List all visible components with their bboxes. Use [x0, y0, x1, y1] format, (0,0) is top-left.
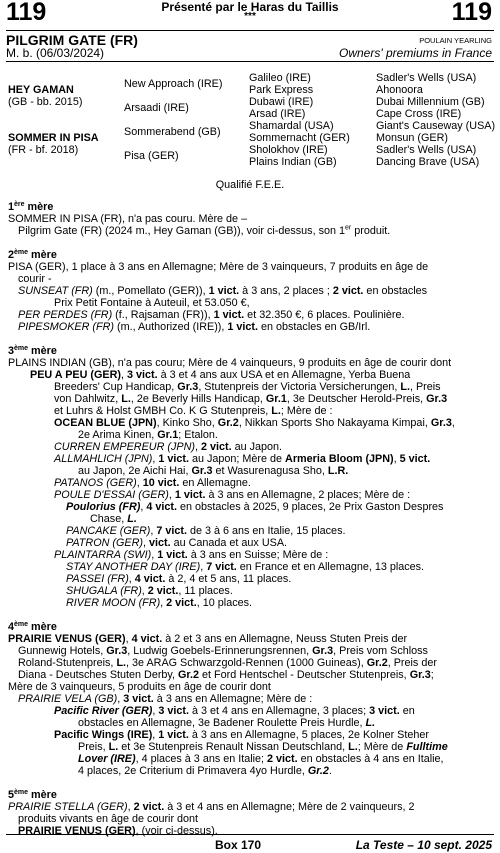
m3-line: STAY ANOTHER DAY (IRE), 7 vict. en France et en Allemagne, 13 places. — [66, 561, 425, 573]
pedigree-gen3-6: Sommernacht (GER) — [249, 132, 350, 144]
m2-line: Prix Petit Fontaine à Auteuil, et 53.050 €, — [54, 297, 250, 309]
m3-line: PANCAKE (GER), 7 vict. de 3 à 6 ans en Italie, 15 places. — [66, 525, 346, 537]
m3-line: OCEAN BLUE (JPN), Kinko Sho, Gr.2, Nikkan Sports Sho Nakayama Kimpai, Gr.3, — [54, 417, 455, 429]
section-5-heading: 5ème mère — [8, 789, 57, 801]
m4-line: Mère de 3 vainqueurs, 5 produits en âge de courir dont — [8, 681, 271, 693]
m2-line: PISA (GER), 1 place à 3 ans en Allemagne; Mère de 3 vainqueurs, 7 produits en âge de — [8, 261, 429, 273]
m3-line: au Japon, 2e Aichi Hai, Gr.3 et Wasurenagusa Sho, L.R. — [78, 465, 349, 477]
m4-line: obstacles en Allemagne, 3e Badener Roulette Preis Hurdle, L. — [78, 717, 376, 729]
m3-line: PEU A PEU (GER), 3 vict. à 3 et 4 ans aux USA et en Allemagne, Yerba Buena — [30, 369, 411, 381]
m3-line: PLAINS INDIAN (GB), n'a pas couru; Mère de 4 vainqueurs, 9 produits en âge de courir dont — [8, 357, 452, 369]
m3-line: von Dahlwitz, L., 2e Beverly Hills Handicap, Gr.1, 3e Deutscher Herold-Preis, Gr.3 — [54, 393, 448, 405]
pedigree-gen2-2: Arsaadi (IRE) — [124, 102, 189, 114]
m3-line: Chase, L. — [90, 513, 137, 525]
section-4-heading: 4ème mère — [8, 621, 57, 633]
pedigree-gen2-3: Sommerabend (GB) — [124, 126, 221, 138]
pedigree-gen3-1: Galileo (IRE) — [249, 72, 311, 84]
m3-line: 2e Arima Kinen, Gr.1; Etalon. — [78, 429, 218, 441]
m3-line: ALLMAHLICH (JPN), 1 vict. au Japon; Mère de Armeria Bloom (JPN), 5 vict. — [54, 453, 431, 465]
family-text — [8, 201, 494, 837]
pedigree-gen4-6: Monsun (GER) — [376, 132, 448, 144]
pedigree-gen3-3: Dubawi (IRE) — [249, 96, 314, 108]
m3-line: PASSEI (FR), 4 vict. à 2, 4 et 5 ans, 11 places. — [66, 573, 292, 585]
m2-line: courir - — [18, 273, 52, 285]
pedigree-gen3-4: Arsad (IRE) — [249, 108, 306, 120]
m1-line: Pilgrim Gate (FR) (2024 m., Hey Gaman (GB)), voir ci-dessus, son 1er produit. — [18, 224, 391, 237]
m3-line: et Luhrs & Holst GMBH Co. K G Stutenpreis, L.; Mère de : — [54, 405, 333, 417]
sire-detail: (GB - bb. 2015) — [8, 96, 83, 108]
pedigree-gen4-2: Ahonoora — [376, 84, 423, 96]
m3-line: SHUGALA (FR), 2 vict., 11 places. — [66, 585, 233, 597]
m3-line: PATRON (GER), vict. au Canada et aux USA. — [66, 537, 288, 549]
qualification: Qualifié F.E.E. — [215, 179, 285, 191]
header-bottom-rule — [6, 61, 494, 62]
pedigree-gen2-4: Pisa (GER) — [124, 150, 179, 162]
m3-line: Poulorius (FR), 4 vict. en obstacles à 2025, 9 places, 2e Prix Gaston Despres — [66, 501, 444, 513]
pedigree-gen4-3: Dubai Millennium (GB) — [376, 96, 485, 108]
m2-line: PER PERDES (FR) (f., Rajsaman (FR)), 1 vict. et 32.350 €, 6 places. Poulinière. — [18, 309, 405, 321]
box-number: Box 170 — [215, 838, 262, 852]
m4-line: Pacific River (GER), 3 vict. à 3 et 4 ans en Allemagne, 3 places; 3 vict. en — [54, 705, 415, 717]
pedigree-gen3-2: Park Express — [249, 84, 314, 96]
lot-number-right: 119 — [451, 0, 492, 26]
m4-line: Gunnewig Hotels, Gr.3, Ludwig Goebels-Erinnerungsrennen, Gr.3, Preis vom Schloss — [18, 645, 428, 657]
m3-line: PLAINTARRA (SWI), 1 vict. à 3 ans en Suisse; Mère de : — [54, 549, 329, 561]
horse-description: M. b. (06/03/2024) — [6, 46, 105, 60]
m5-line: PRAIRIE VENUS (GER), (voir ci-dessus). — [18, 825, 218, 837]
m3-line: PATANOS (GER), 10 vict. en Allemagne. — [54, 477, 251, 489]
stars: *** — [244, 11, 256, 22]
pedigree-gen3-5: Shamardal (USA) — [249, 120, 334, 132]
m4-line: PRAIRIE VENUS (GER), 4 vict. à 2 et 3 ans en Allemagne, Neuss Stuten Preis der — [8, 633, 408, 645]
m3-line: RIVER MOON (FR), 2 vict., 10 places. — [66, 597, 252, 609]
m4-line: 4 places, 2e Criterium di Primavera 4yo Hurdle, Gr.2. — [78, 765, 332, 777]
pedigree-gen4-7: Sadler's Wells (USA) — [376, 144, 477, 156]
owners-premiums-note: Owners' premiums in France — [339, 46, 492, 60]
sire-name: HEY GAMAN — [8, 84, 74, 96]
dam-detail: (FR - bf. 2018) — [8, 144, 79, 156]
sale-place-date: La Teste – 10 sept. 2025 — [355, 838, 492, 852]
m1-line: SOMMER IN PISA (FR), n'a pas couru. Mère de – — [8, 213, 248, 225]
m3-line: CURREN EMPEREUR (JPN), 2 vict. au Japon. — [54, 441, 283, 453]
m4-line: Pacific Wings (IRE), 1 vict. à 3 ans en Allemagne, 5 places, 2e Kolner Steher — [54, 729, 429, 741]
m5-line: produits vivants en âge de courir dont — [18, 813, 199, 825]
footer-rule — [6, 834, 494, 835]
pedigree-gen4-8: Dancing Brave (USA) — [376, 156, 480, 168]
pedigree-gen3-8: Plains Indian (GB) — [249, 156, 337, 168]
lot-number: 119 — [6, 0, 47, 26]
presented-by: Présenté par le Haras du Taillis — [161, 0, 339, 14]
m3-line: Breeders' Cup Handicap, Gr.3, Stutenpreis der Victoria Versicherungen, L., Preis — [54, 381, 441, 393]
pedigree-gen4-4: Cape Cross (IRE) — [376, 108, 462, 120]
horse-category: POULAIN YEARLING — [419, 36, 492, 45]
m4-line: Roland-Stutenpreis, L., 3e ARAG Schwarzgold-Rennen (1000 Guineas), Gr.2, Preis der — [18, 657, 437, 669]
pedigree-gen3-7: Sholokhov (IRE) — [249, 144, 328, 156]
pedigree-gen4-5: Giant's Causeway (USA) — [376, 120, 496, 132]
m3-line: POULE D'ESSAI (GER), 1 vict. à 3 ans en Allemagne, 2 places; Mère de : — [54, 489, 411, 501]
horse-name: PILGRIM GATE (FR) — [6, 32, 138, 48]
m4-line: Lover (IRE), 4 places à 3 ans en Italie; 2 vict. en obstacles à 4 ans en Italie, — [78, 753, 444, 765]
m4-line: PRAIRIE VELA (GB), 3 vict. à 3 ans en Allemagne; Mère de : — [18, 693, 313, 705]
m4-line: Diana - Deutsches Stuten Derby, Gr.2 et Ford Hentschel - Deutscher Stutenpreis, Gr.3; — [18, 669, 434, 681]
section-2-heading: 2ème mère — [8, 249, 57, 261]
m5-line: PRAIRIE STELLA (GER), 2 vict. à 3 et 4 ans en Allemagne; Mère de 2 vainqueurs, 2 — [8, 801, 415, 813]
pedigree-gen4-1: Sadler's Wells (USA) — [376, 72, 477, 84]
section-1-heading: 1ère mère — [8, 201, 54, 213]
m2-line: PIPESMOKER (FR) (m., Authorized (IRE)), 1 vict. en obstacles en GB/Irl. — [18, 321, 371, 333]
m2-line: SUNSEAT (FR) (m., Pomellato (GER)), 1 vict. à 3 ans, 2 places ; 2 vict. en obstacles — [18, 285, 428, 297]
m4-line: Preis, L. et 3e Stutenpreis Renault Nissan Deutschland, L.; Mère de Fulltime — [78, 741, 448, 753]
dam-name: SOMMER IN PISA — [8, 132, 99, 144]
section-3-heading: 3ème mère — [8, 345, 57, 357]
pedigree-gen2-1: New Approach (IRE) — [124, 78, 223, 90]
top-rule — [6, 30, 494, 31]
